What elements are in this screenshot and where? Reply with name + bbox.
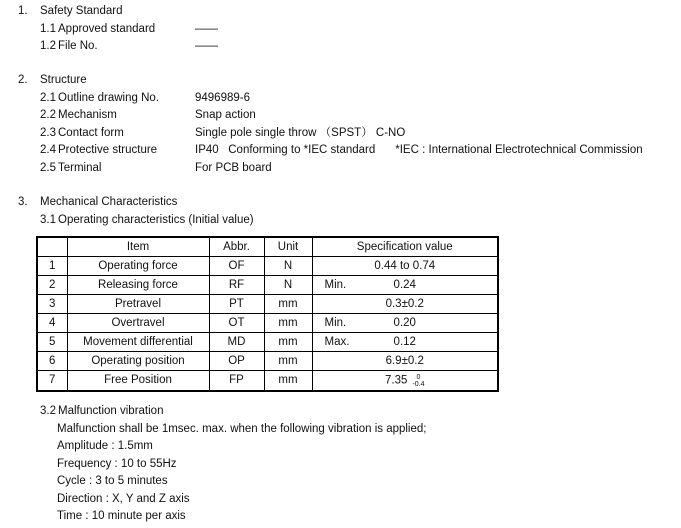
cell-abbr: MD [209,332,264,351]
item-label: Contact form [58,126,124,139]
spec-value: 0.12 [393,335,416,348]
cell-no: 5 [37,332,67,351]
cell-abbr: PT [209,294,264,313]
cell-spec [312,351,498,370]
cell-no: 2 [37,275,67,294]
section-structure-heading [18,72,643,90]
table-row [37,313,498,332]
subsection-title: Operating characteristics (Initial value) [58,213,254,226]
item-value: Snap action [195,109,256,121]
table-row [37,256,498,275]
cell-spec [312,294,498,313]
cell-unit: N [264,256,312,275]
item-number: 2.1 [40,91,56,104]
item-value: 9496989-6 [195,91,250,104]
iec-note: *IEC : International Electrotechnical Commission [395,144,643,156]
section-safety-heading [18,3,218,21]
spec-qualifier: Max. [324,335,350,348]
cell-abbr: OP [209,351,264,370]
cell-spec [312,370,498,391]
table-row [37,332,498,351]
section-mechanical-heading [18,194,254,212]
header-unit: Unit [264,237,312,256]
malfunction-line: Direction : X, Y and Z axis [57,492,190,505]
header-item: Item [67,237,209,256]
cell-item: Releasing force [67,275,209,294]
header-abbr: Abbr. [209,237,264,256]
tolerance-lower: -0.4 [412,381,425,389]
cell-no: 4 [37,313,67,332]
tolerance-upper: 0 [416,373,421,381]
section-title: Mechanical Characteristics [40,196,178,208]
tolerance-stack [412,374,424,389]
table-row [37,351,498,370]
cell-abbr: RF [209,275,264,294]
item-label: Outline drawing No. [58,91,159,104]
spec-value: 0.44 to 0.74 [374,259,436,272]
header-spec: Specification value [312,237,498,256]
item-value: For PCB board [195,161,272,174]
section-title: Structure [40,74,87,86]
table-row [37,275,498,294]
safety-item-file-no [40,38,218,56]
item-number: 2.4 [40,144,56,156]
cell-unit: N [264,275,312,294]
cell-unit: mm [264,313,312,332]
cell-item: Pretravel [67,294,209,313]
subsection-32-heading [40,403,426,421]
spec-qualifier: Min. [324,316,347,329]
cell-abbr: FP [209,370,264,391]
item-value: Single pole single throw （SPST） C-NO [195,126,406,139]
section-safety [18,3,218,56]
item-label: Terminal [58,161,102,174]
cell-unit: mm [264,370,312,391]
cell-no: 3 [37,294,67,313]
cell-abbr: OT [209,313,264,332]
malfunction-line: Amplitude : 1.5mm [57,440,153,452]
item-number: 3.2 [40,405,56,417]
cell-no: 6 [37,351,67,370]
subsection-31-heading [40,212,254,230]
item-number: 2.5 [40,161,56,174]
cell-spec [312,256,498,275]
cell-item: Free Position [67,370,209,391]
malfunction-line: Cycle : 3 to 5 minutes [57,475,168,487]
cell-unit: mm [264,294,312,313]
malfunction-line: Malfunction shall be 1msec. max. when the following vibration is applied; [57,422,427,435]
spec-value: 6.9±0.2 [385,354,424,367]
cell-spec [312,332,498,351]
section-mechanical [18,194,254,229]
section-title: Safety Standard [40,5,123,17]
structure-item-mechanism [40,107,643,125]
safety-item-approved-standard [40,21,218,39]
item-number: 3.1 [40,213,56,226]
cell-spec [312,313,498,332]
table-header-row [37,237,498,256]
spec-value: 0.3±0.2 [385,297,424,310]
item-number: 2.2 [40,109,56,121]
structure-item-terminal [40,160,643,178]
section-number: 2. [18,74,28,86]
item-label: File No. [58,40,98,52]
header-no [37,237,67,256]
table-row [37,370,498,391]
section-structure [18,72,643,177]
item-value: IP40 Conforming to *IEC standard [195,144,376,156]
subsection-title: Malfunction vibration [58,405,164,417]
section-malfunction-vibration [40,403,426,526]
cell-item: Operating force [67,256,209,275]
spec-value: 0.24 [393,278,416,291]
item-number: 1.2 [40,40,56,52]
spec-value: 0.20 [393,316,416,329]
malfunction-line: Time : 10 minute per axis [57,510,186,522]
item-label: Protective structure [58,144,158,156]
cell-unit: mm [264,332,312,351]
item-value: —— [195,40,218,52]
cell-item: Movement differential [67,332,209,351]
cell-no: 7 [37,370,67,391]
item-number: 1.1 [40,22,56,35]
cell-spec [312,275,498,294]
cell-unit: mm [264,351,312,370]
spec-value: 7.35 [385,374,408,387]
structure-item-contact-form [40,125,643,143]
section-number: 1. [18,5,28,17]
item-value: —— [195,22,218,35]
malfunction-line: Frequency : 10 to 55Hz [57,457,177,470]
cell-no: 1 [37,256,67,275]
cell-item: Operating position [67,351,209,370]
operating-characteristics-table [36,236,499,392]
structure-item-protective-structure [40,142,643,160]
item-label: Approved standard [58,22,156,35]
cell-item: Overtravel [67,313,209,332]
malfunction-body [57,421,426,526]
section-number: 3. [18,196,28,208]
item-label: Mechanism [58,109,117,121]
cell-abbr: OF [209,256,264,275]
item-number: 2.3 [40,126,56,139]
structure-item-outline-drawing [40,90,643,108]
spec-qualifier: Min. [324,278,347,291]
table-row [37,294,498,313]
